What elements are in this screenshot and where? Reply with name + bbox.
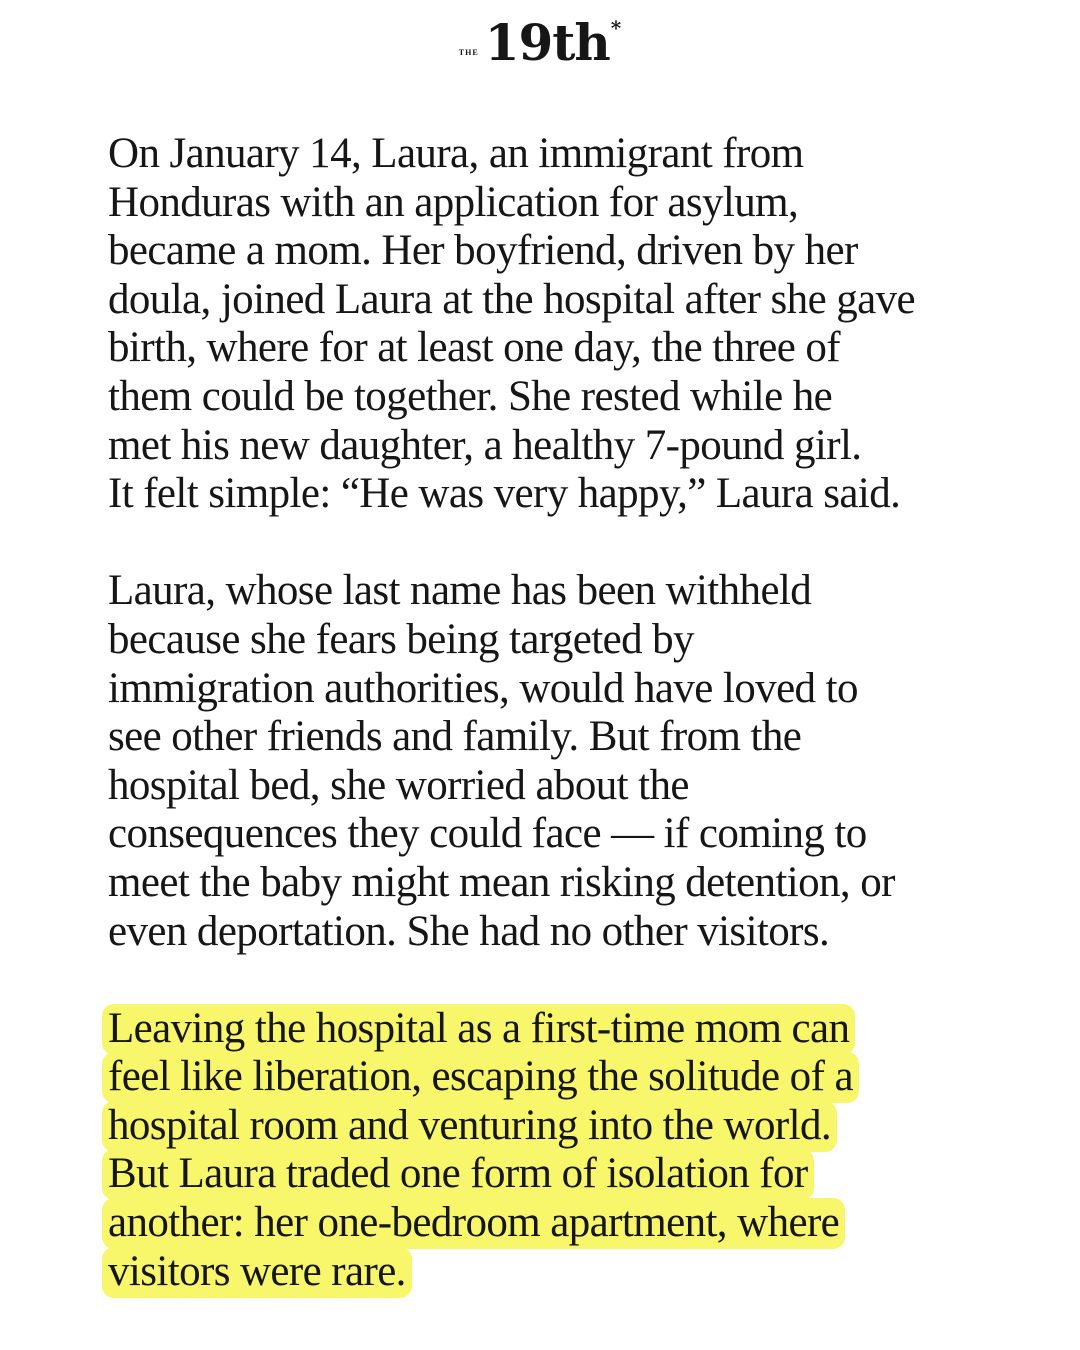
paragraph-line: doula, joined Laura at the hospital after she gave: [108, 275, 915, 323]
highlighted-paragraph: [108, 1005, 1008, 1297]
highlighted-line: [108, 1248, 1008, 1297]
logo-wordmark: 19th: [484, 13, 610, 72]
paragraph-line: see other friends and family. But from the: [108, 713, 802, 761]
highlighted-line: [108, 1005, 1008, 1054]
paragraph-line: because she fears being targeted by: [108, 615, 694, 663]
paragraph-line: Honduras with an application for asylum,: [108, 178, 799, 226]
logo-prefix: THE: [458, 48, 479, 57]
paragraph-line: them could be together. She rested while he: [108, 372, 833, 420]
highlighted-line: [108, 1102, 1008, 1151]
highlight-mark: another: her one-bedroom apartment, where: [102, 1198, 845, 1249]
highlight-mark: Leaving the hospital as a first-time mom can: [102, 1004, 855, 1055]
paragraph-line: consequences they could face — if coming to: [108, 810, 867, 858]
paragraph-line: even deportation. She had no other visitors.: [108, 907, 830, 955]
paragraph-line: On January 14, Laura, an immigrant from: [108, 130, 804, 177]
paragraph-line: It felt simple: “He was very happy,” Laura said.: [108, 470, 901, 518]
the-19th-logo[interactable]: [458, 13, 622, 72]
paragraph-line: Laura, whose last name has been withheld: [108, 567, 812, 615]
paragraph-2: [108, 567, 1008, 956]
highlight-mark: feel like liberation, escaping the solitude of a: [102, 1052, 859, 1103]
highlighted-line: [108, 1150, 1008, 1199]
highlight-mark: visitors were rare.: [102, 1247, 412, 1298]
paragraph-line: met his new daughter, a healthy 7-pound girl.: [108, 421, 862, 469]
highlight-mark: hospital room and venturing into the world.: [102, 1101, 837, 1152]
paragraph-1: [108, 130, 1008, 519]
highlighted-line: [108, 1053, 1008, 1102]
highlighted-line: [108, 1199, 1008, 1248]
paragraph-line: meet the baby might mean risking detention, or: [108, 858, 895, 906]
highlight-mark: But Laura traded one form of isolation for: [102, 1149, 814, 1200]
paragraph-line: became a mom. Her boyfriend, driven by her: [108, 227, 858, 275]
paragraph-line: immigration authorities, would have loved to: [108, 664, 858, 712]
paragraph-line: birth, where for at least one day, the three of: [108, 324, 840, 372]
article-body: [108, 130, 1008, 1296]
paragraph-line: hospital bed, she worried about the: [108, 761, 689, 809]
masthead: [0, 13, 1080, 72]
asterisk-icon: *: [610, 16, 622, 40]
